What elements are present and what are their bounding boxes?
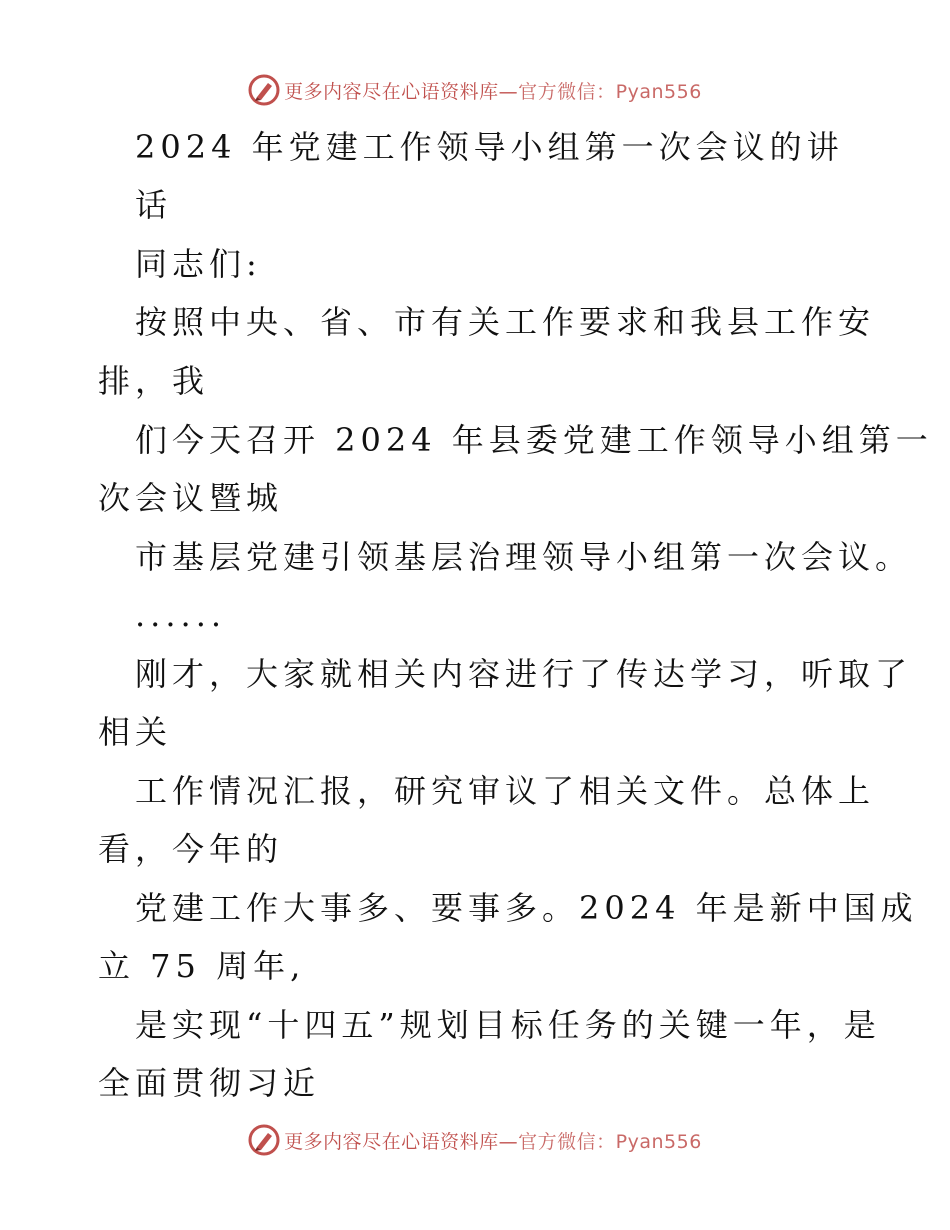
- body-line: 党建工作大事多、要事多。2024 年是新中国成: [135, 889, 918, 927]
- pen-logo-icon: [248, 1124, 280, 1156]
- body-line: 立 75 周年,: [98, 947, 306, 985]
- body-line: 们今天召开 2024 年县委党建工作领导小组第一: [135, 421, 933, 459]
- banner-text: [284, 1127, 702, 1154]
- body-line: 全面贯彻习近: [98, 1064, 321, 1102]
- body-line: 按照中央、省、市有关工作要求和我县工作安: [135, 303, 876, 341]
- ellipsis-line: ......: [135, 596, 227, 634]
- footer-banner: [0, 1120, 950, 1160]
- body-line: 市基层党建引领基层治理领导小组第一次会议。: [135, 538, 913, 576]
- body-line: 排，我: [98, 362, 210, 400]
- body-line: 刚才，大家就相关内容进行了传达学习，听取了: [135, 655, 913, 693]
- banner-site-text: 更多内容尽在心语资料库—: [284, 80, 519, 103]
- salutation: 同志们:: [135, 245, 262, 283]
- body-line: 相关: [98, 713, 173, 751]
- body-line: 是实现“十四五”规划目标任务的关键一年，是: [135, 1006, 881, 1044]
- title-line-2: 话: [135, 186, 173, 224]
- banner-site-text: 更多内容尽在心语资料库—: [284, 1130, 519, 1153]
- banner-wechat-text: 官方微信：Pyan556: [518, 1130, 702, 1153]
- banner-wechat-text: 官方微信：Pyan556: [518, 80, 702, 103]
- body-line: 次会议暨城: [98, 479, 284, 517]
- title-line-1: 2024 年党建工作领导小组第一次会议的讲: [135, 128, 844, 166]
- body-line: 看，今年的: [98, 830, 284, 868]
- body-line: 工作情况汇报，研究审议了相关文件。总体上: [135, 772, 876, 810]
